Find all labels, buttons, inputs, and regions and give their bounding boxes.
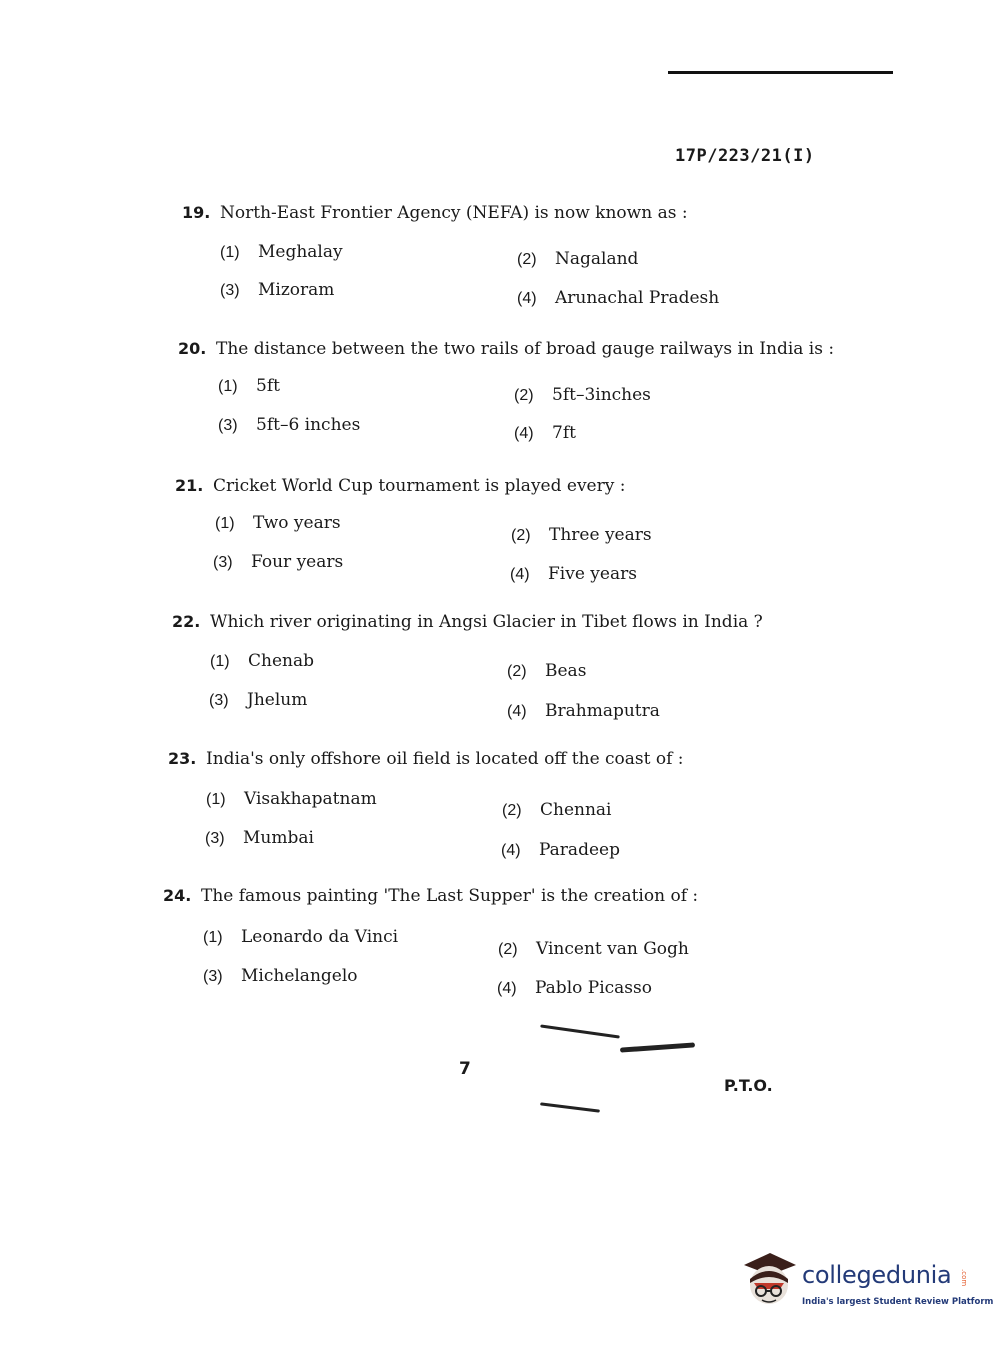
- option-number: (2): [514, 387, 534, 404]
- option-text: Two years: [253, 513, 341, 533]
- option-number: (2): [498, 941, 518, 958]
- question-text: The distance between the two rails of broad gauge railways in India is :: [216, 339, 835, 359]
- option-text: Brahmaputra: [545, 701, 660, 721]
- question-23: [168, 748, 808, 860]
- option-text: Vincent van Gogh: [536, 939, 689, 959]
- option-number: (3): [209, 692, 229, 709]
- option-1: [206, 789, 377, 809]
- scan-mark: [540, 1102, 600, 1112]
- option-text: 7ft: [552, 423, 576, 443]
- option-number: (2): [511, 527, 531, 544]
- option-3: [220, 280, 334, 300]
- question-stem: [168, 748, 808, 770]
- question-number: 23.: [168, 749, 197, 768]
- option-3: [218, 415, 360, 435]
- option-number: (3): [220, 282, 240, 299]
- mascot-icon: [740, 1249, 800, 1311]
- option-text: Michelangelo: [241, 966, 358, 986]
- brand-suffix: .com: [960, 1269, 968, 1287]
- option-number: (3): [205, 830, 225, 847]
- question-text: The famous painting 'The Last Supper' is the creation of :: [201, 886, 699, 906]
- option-2: [517, 249, 638, 269]
- question-stem: [163, 885, 803, 907]
- question-number: 24.: [163, 886, 192, 905]
- option-number: (2): [502, 802, 522, 819]
- option-text: 5ft–6 inches: [256, 415, 361, 435]
- option-number: (4): [510, 566, 530, 583]
- scan-mark: [620, 1042, 695, 1052]
- brand-tagline: India's largest Student Review Platform: [802, 1297, 994, 1307]
- option-4: [514, 423, 576, 443]
- option-number: (2): [507, 663, 527, 680]
- option-number: (4): [501, 842, 521, 859]
- option-3: [209, 690, 307, 710]
- question-stem: [172, 611, 812, 633]
- option-text: Beas: [545, 661, 587, 681]
- question-20: [178, 338, 835, 443]
- option-2: [514, 385, 651, 405]
- question-stem: [182, 202, 822, 224]
- option-text: Paradeep: [539, 840, 620, 860]
- option-4: [501, 840, 620, 860]
- option-text: Chenab: [248, 651, 314, 671]
- option-4: [497, 978, 652, 998]
- option-number: (1): [210, 653, 230, 670]
- option-text: Mizoram: [258, 280, 335, 300]
- option-3: [203, 966, 358, 986]
- option-number: (1): [220, 244, 240, 261]
- option-text: Five years: [548, 564, 637, 584]
- option-number: (3): [203, 968, 223, 985]
- option-4: [507, 701, 660, 721]
- question-stem: [175, 475, 815, 497]
- brand-name: collegedunia: [802, 1261, 952, 1289]
- option-text: Four years: [251, 552, 344, 572]
- collegedunia-logo: [740, 1249, 994, 1319]
- question-21: [175, 475, 815, 584]
- question-text: Which river originating in Angsi Glacier in Tibet flows in India ?: [210, 612, 763, 632]
- question-19: [182, 202, 822, 308]
- option-2: [511, 525, 652, 545]
- option-1: [215, 513, 341, 533]
- option-2: [507, 661, 586, 681]
- paper-code: 17P/223/21(I): [675, 146, 815, 166]
- option-text: Jhelum: [247, 690, 308, 710]
- scan-mark: [540, 1024, 620, 1038]
- option-1: [220, 242, 343, 262]
- question-22: [172, 611, 812, 721]
- option-number: (2): [517, 251, 537, 268]
- option-text: Chennai: [540, 800, 612, 820]
- option-number: (1): [218, 378, 238, 395]
- page-number: 7: [459, 1059, 471, 1079]
- option-3: [205, 828, 314, 848]
- option-number: (1): [206, 791, 226, 808]
- option-text: 5ft: [256, 376, 280, 396]
- option-1: [203, 927, 398, 947]
- option-text: Three years: [549, 525, 652, 545]
- option-text: Nagaland: [555, 249, 639, 269]
- top-rule: [668, 71, 893, 74]
- question-text: Cricket World Cup tournament is played every :: [213, 476, 626, 496]
- option-2: [498, 939, 689, 959]
- option-text: Pablo Picasso: [535, 978, 652, 998]
- question-text: India's only offshore oil field is located off the coast of :: [206, 749, 684, 769]
- option-text: 5ft–3inches: [552, 385, 651, 405]
- option-number: (4): [507, 703, 527, 720]
- question-number: 19.: [182, 203, 211, 222]
- question-stem: [178, 338, 835, 360]
- option-1: [218, 376, 280, 396]
- question-number: 21.: [175, 476, 204, 495]
- option-text: Visakhapatnam: [244, 789, 377, 809]
- option-number: (4): [514, 425, 534, 442]
- option-4: [510, 564, 637, 584]
- option-number: (1): [215, 515, 235, 532]
- option-number: (4): [517, 290, 537, 307]
- question-number: 20.: [178, 339, 207, 358]
- option-4: [517, 288, 719, 308]
- option-text: Mumbai: [243, 828, 314, 848]
- pto-label: P.T.O.: [724, 1076, 773, 1095]
- option-text: Arunachal Pradesh: [555, 288, 720, 308]
- option-number: (4): [497, 980, 517, 997]
- option-3: [213, 552, 343, 572]
- option-number: (3): [213, 554, 233, 571]
- option-number: (1): [203, 929, 223, 946]
- option-text: Meghalay: [258, 242, 343, 262]
- option-text: Leonardo da Vinci: [241, 927, 399, 947]
- question-24: [163, 885, 803, 998]
- option-2: [502, 800, 612, 820]
- option-1: [210, 651, 314, 671]
- option-number: (3): [218, 417, 238, 434]
- question-number: 22.: [172, 612, 201, 631]
- question-text: North-East Frontier Agency (NEFA) is now known as :: [220, 203, 688, 223]
